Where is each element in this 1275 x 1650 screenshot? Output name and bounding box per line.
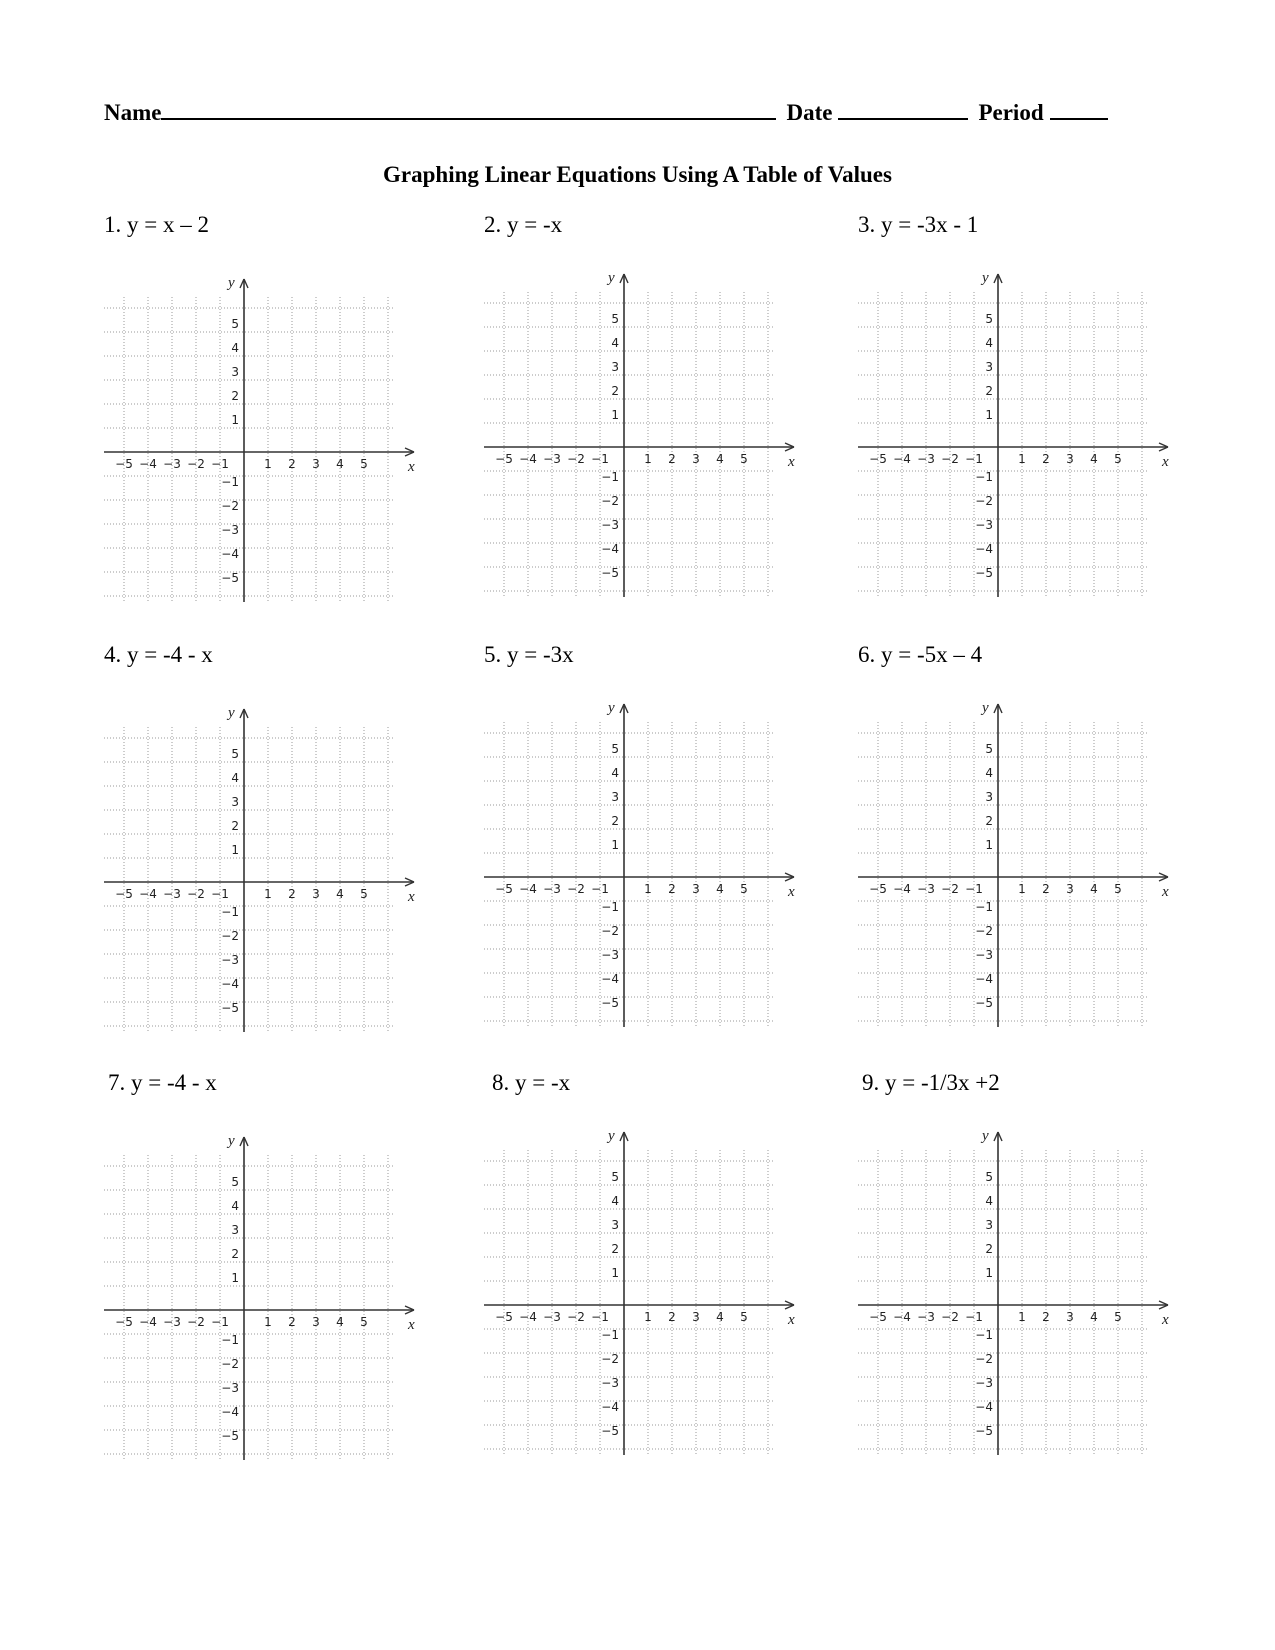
page-title: Graphing Linear Equations Using A Table of Values: [383, 162, 892, 187]
date-field[interactable]: [838, 100, 968, 120]
x-tick-label: −3: [163, 457, 181, 471]
x-axis-label: x: [788, 1312, 795, 1328]
grid-svg: [858, 692, 1198, 1042]
x-tick-label: −5: [115, 457, 133, 471]
x-tick-label: 4: [336, 887, 344, 901]
y-tick-label: −3: [601, 1376, 619, 1390]
y-tick-label: −1: [975, 900, 993, 914]
y-tick-label: −2: [975, 1352, 993, 1366]
x-tick-label: −2: [941, 1310, 959, 1324]
x-tick-label: −5: [495, 882, 513, 896]
y-tick-label: 2: [611, 1242, 619, 1256]
x-tick-label: 1: [644, 452, 652, 466]
y-tick-label: 2: [231, 389, 239, 403]
y-tick-label: −1: [601, 1328, 619, 1342]
y-tick-label: −1: [975, 1328, 993, 1342]
x-tick-label: −4: [519, 452, 537, 466]
grid-svg: [104, 267, 444, 617]
x-tick-label: −1: [211, 1315, 229, 1329]
y-tick-label: −1: [601, 470, 619, 484]
x-tick-label: −5: [869, 452, 887, 466]
problem-1: [104, 212, 464, 632]
x-tick-label: 3: [1066, 452, 1074, 466]
y-tick-label: 5: [985, 1170, 993, 1184]
x-tick-label: 2: [668, 452, 676, 466]
y-tick-label: 1: [231, 413, 239, 427]
y-tick-label: 2: [611, 814, 619, 828]
problem-label: 5. y = -3x: [484, 642, 574, 667]
y-tick-label: −1: [221, 1333, 239, 1347]
y-tick-label: 1: [985, 838, 993, 852]
y-axis-label: y: [982, 1128, 989, 1144]
y-tick-label: −4: [975, 972, 993, 986]
problem-label: 7. y = -4 - x: [108, 1070, 217, 1095]
y-tick-label: 1: [231, 843, 239, 857]
coordinate-grid[interactable]: [104, 697, 444, 1047]
y-tick-label: 4: [231, 1199, 239, 1213]
y-tick-label: 1: [611, 1266, 619, 1280]
problem-label: 4. y = -4 - x: [104, 642, 213, 667]
name-field[interactable]: [161, 100, 776, 120]
y-tick-label: 5: [231, 747, 239, 761]
y-tick-label: −1: [221, 905, 239, 919]
y-tick-label: −4: [221, 547, 239, 561]
x-tick-label: −3: [543, 882, 561, 896]
y-tick-label: −3: [975, 1376, 993, 1390]
x-tick-label: 5: [740, 452, 748, 466]
y-tick-label: 2: [985, 1242, 993, 1256]
x-tick-label: 4: [716, 1310, 724, 1324]
y-tick-label: −3: [221, 953, 239, 967]
x-tick-label: −2: [567, 1310, 585, 1324]
x-tick-label: −2: [567, 452, 585, 466]
y-tick-label: 2: [231, 1247, 239, 1261]
y-tick-label: −4: [975, 1400, 993, 1414]
coordinate-grid[interactable]: [484, 1120, 824, 1470]
y-tick-label: 4: [611, 1194, 619, 1208]
problem-9: [858, 1070, 1218, 1490]
y-tick-label: 1: [985, 408, 993, 422]
x-tick-label: 3: [312, 457, 320, 471]
x-tick-label: −5: [115, 1315, 133, 1329]
period-field[interactable]: [1050, 100, 1108, 120]
problem-label: 6. y = -5x – 4: [858, 642, 983, 667]
grid-svg: [104, 697, 444, 1047]
y-tick-label: −4: [975, 542, 993, 556]
x-tick-label: −1: [965, 1310, 983, 1324]
y-tick-label: 5: [985, 312, 993, 326]
y-tick-label: −3: [601, 948, 619, 962]
x-tick-label: −1: [591, 882, 609, 896]
y-tick-label: 1: [611, 408, 619, 422]
problem-label: 8. y = -x: [492, 1070, 571, 1095]
problem-2: [484, 212, 844, 632]
coordinate-grid[interactable]: [104, 1125, 444, 1475]
x-axis-label: x: [1162, 454, 1169, 470]
y-tick-label: 1: [985, 1266, 993, 1280]
y-tick-label: −1: [601, 900, 619, 914]
x-tick-label: 3: [692, 452, 700, 466]
y-tick-label: −5: [601, 996, 619, 1010]
x-tick-label: 1: [1018, 452, 1026, 466]
y-tick-label: 4: [231, 341, 239, 355]
x-tick-label: −3: [917, 882, 935, 896]
x-tick-label: 2: [288, 1315, 296, 1329]
y-tick-label: −1: [221, 475, 239, 489]
y-tick-label: 3: [231, 795, 239, 809]
problem-label: 9. y = -1/3x +2: [862, 1070, 1000, 1095]
problem-label: 3. y = -3x - 1: [858, 212, 979, 237]
y-axis-label: y: [228, 705, 235, 721]
x-tick-label: −3: [543, 1310, 561, 1324]
y-tick-label: 2: [985, 384, 993, 398]
y-tick-label: −5: [221, 1001, 239, 1015]
x-tick-label: 3: [312, 1315, 320, 1329]
x-tick-label: −2: [187, 457, 205, 471]
x-tick-label: 5: [1114, 882, 1122, 896]
y-axis-label: y: [608, 270, 615, 286]
y-tick-label: 5: [611, 742, 619, 756]
x-tick-label: −3: [543, 452, 561, 466]
y-axis-label: y: [608, 1128, 615, 1144]
y-tick-label: 5: [231, 1175, 239, 1189]
x-tick-label: 2: [668, 1310, 676, 1324]
y-tick-label: −2: [221, 1357, 239, 1371]
y-tick-label: 5: [231, 317, 239, 331]
y-axis-label: y: [228, 275, 235, 291]
x-tick-label: −3: [163, 1315, 181, 1329]
y-tick-label: −3: [601, 518, 619, 532]
y-tick-label: 5: [611, 1170, 619, 1184]
x-tick-label: −1: [211, 457, 229, 471]
coordinate-grid[interactable]: [858, 1120, 1198, 1470]
x-tick-label: −4: [139, 457, 157, 471]
y-tick-label: 5: [985, 742, 993, 756]
x-tick-label: 5: [740, 1310, 748, 1324]
y-tick-label: −3: [975, 518, 993, 532]
y-tick-label: −2: [975, 924, 993, 938]
x-tick-label: −2: [941, 452, 959, 466]
x-tick-label: −2: [941, 882, 959, 896]
coordinate-grid[interactable]: [858, 692, 1198, 1042]
date-label: Date: [786, 100, 833, 125]
x-tick-label: −4: [519, 882, 537, 896]
y-tick-label: 3: [985, 1218, 993, 1232]
x-tick-label: 2: [288, 887, 296, 901]
x-axis-label: x: [788, 884, 795, 900]
y-tick-label: −4: [601, 1400, 619, 1414]
y-tick-label: 4: [611, 766, 619, 780]
y-tick-label: −2: [601, 924, 619, 938]
y-tick-label: 2: [611, 384, 619, 398]
problem-6: [858, 642, 1218, 1062]
grid-svg: [104, 1125, 444, 1475]
x-tick-label: −2: [567, 882, 585, 896]
x-axis-label: x: [408, 1317, 415, 1333]
y-axis-label: y: [608, 700, 615, 716]
y-tick-label: 1: [231, 1271, 239, 1285]
x-tick-label: 3: [692, 882, 700, 896]
y-axis-label: y: [982, 270, 989, 286]
x-tick-label: −2: [187, 1315, 205, 1329]
y-tick-label: −2: [601, 1352, 619, 1366]
y-tick-label: 1: [611, 838, 619, 852]
coordinate-grid[interactable]: [858, 262, 1198, 612]
y-tick-label: −3: [975, 948, 993, 962]
x-tick-label: 1: [264, 1315, 272, 1329]
y-tick-label: 4: [985, 336, 993, 350]
grid-svg: [484, 262, 824, 612]
x-tick-label: 1: [644, 1310, 652, 1324]
y-tick-label: 3: [611, 790, 619, 804]
x-tick-label: −1: [591, 452, 609, 466]
x-tick-label: 5: [740, 882, 748, 896]
x-tick-label: 5: [1114, 452, 1122, 466]
y-tick-label: −4: [221, 977, 239, 991]
x-axis-label: x: [408, 459, 415, 475]
y-tick-label: −5: [975, 566, 993, 580]
x-tick-label: −4: [893, 452, 911, 466]
x-axis-label: x: [788, 454, 795, 470]
y-tick-label: −1: [975, 470, 993, 484]
x-tick-label: −5: [495, 1310, 513, 1324]
x-tick-label: 1: [1018, 882, 1026, 896]
x-tick-label: 4: [1090, 452, 1098, 466]
x-axis-label: x: [408, 889, 415, 905]
x-tick-label: −5: [495, 452, 513, 466]
x-tick-label: 3: [1066, 1310, 1074, 1324]
x-tick-label: 5: [360, 1315, 368, 1329]
x-tick-label: −5: [869, 1310, 887, 1324]
y-tick-label: 2: [231, 819, 239, 833]
x-tick-label: −4: [893, 1310, 911, 1324]
x-tick-label: 2: [1042, 882, 1050, 896]
x-tick-label: 4: [716, 882, 724, 896]
y-tick-label: −2: [221, 499, 239, 513]
x-tick-label: 3: [312, 887, 320, 901]
coordinate-grid[interactable]: [484, 692, 824, 1042]
x-tick-label: 1: [264, 887, 272, 901]
grid-svg: [484, 692, 824, 1042]
x-tick-label: −1: [965, 452, 983, 466]
problem-3: [858, 212, 1218, 632]
y-tick-label: −3: [221, 523, 239, 537]
grid-svg: [858, 262, 1198, 612]
x-tick-label: 3: [692, 1310, 700, 1324]
y-tick-label: −4: [601, 972, 619, 986]
y-tick-label: −2: [975, 494, 993, 508]
y-tick-label: −2: [601, 494, 619, 508]
x-tick-label: −4: [139, 1315, 157, 1329]
y-tick-label: −2: [221, 929, 239, 943]
y-tick-label: −5: [221, 571, 239, 585]
y-tick-label: 3: [231, 1223, 239, 1237]
x-tick-label: 1: [644, 882, 652, 896]
x-tick-label: −4: [893, 882, 911, 896]
x-axis-label: x: [1162, 884, 1169, 900]
name-label: Name: [104, 100, 162, 125]
x-axis-label: x: [1162, 1312, 1169, 1328]
problem-label: 1. y = x – 2: [104, 212, 209, 237]
y-tick-label: 5: [611, 312, 619, 326]
problem-label: 2. y = -x: [484, 212, 563, 237]
x-tick-label: 5: [1114, 1310, 1122, 1324]
y-tick-label: −5: [975, 1424, 993, 1438]
y-tick-label: −4: [601, 542, 619, 556]
x-tick-label: 2: [288, 457, 296, 471]
y-tick-label: −5: [975, 996, 993, 1010]
x-tick-label: −1: [211, 887, 229, 901]
y-tick-label: 4: [985, 1194, 993, 1208]
x-tick-label: 1: [264, 457, 272, 471]
y-tick-label: 4: [611, 336, 619, 350]
period-label: Period: [978, 100, 1044, 125]
y-tick-label: 3: [611, 1218, 619, 1232]
y-tick-label: 3: [985, 790, 993, 804]
y-axis-label: y: [982, 700, 989, 716]
x-tick-label: −1: [591, 1310, 609, 1324]
problem-4: [104, 642, 464, 1062]
y-tick-label: −4: [221, 1405, 239, 1419]
x-tick-label: −3: [917, 1310, 935, 1324]
y-tick-label: −5: [601, 1424, 619, 1438]
problem-5: [484, 642, 844, 1062]
x-tick-label: 4: [716, 452, 724, 466]
x-tick-label: 1: [1018, 1310, 1026, 1324]
x-tick-label: 5: [360, 457, 368, 471]
coordinate-grid[interactable]: [484, 262, 824, 612]
y-tick-label: 2: [985, 814, 993, 828]
x-tick-label: −1: [965, 882, 983, 896]
problem-8: [484, 1070, 844, 1490]
y-tick-label: 3: [985, 360, 993, 374]
y-tick-label: −5: [221, 1429, 239, 1443]
x-tick-label: 4: [1090, 882, 1098, 896]
coordinate-grid[interactable]: [104, 267, 444, 617]
y-tick-label: 4: [231, 771, 239, 785]
y-tick-label: 3: [231, 365, 239, 379]
x-tick-label: −5: [115, 887, 133, 901]
x-tick-label: 2: [1042, 1310, 1050, 1324]
x-tick-label: −4: [519, 1310, 537, 1324]
header: [104, 100, 1164, 126]
x-tick-label: −2: [187, 887, 205, 901]
x-tick-label: −3: [917, 452, 935, 466]
x-tick-label: 4: [336, 1315, 344, 1329]
y-tick-label: −3: [221, 1381, 239, 1395]
x-tick-label: 3: [1066, 882, 1074, 896]
x-tick-label: 2: [1042, 452, 1050, 466]
y-axis-label: y: [228, 1133, 235, 1149]
x-tick-label: 2: [668, 882, 676, 896]
x-tick-label: 4: [1090, 1310, 1098, 1324]
y-tick-label: 4: [985, 766, 993, 780]
y-tick-label: 3: [611, 360, 619, 374]
grid-svg: [858, 1120, 1198, 1470]
grid-svg: [484, 1120, 824, 1470]
problem-7: [104, 1070, 464, 1490]
x-tick-label: −3: [163, 887, 181, 901]
x-tick-label: −4: [139, 887, 157, 901]
y-tick-label: −5: [601, 566, 619, 580]
x-tick-label: 4: [336, 457, 344, 471]
x-tick-label: −5: [869, 882, 887, 896]
x-tick-label: 5: [360, 887, 368, 901]
